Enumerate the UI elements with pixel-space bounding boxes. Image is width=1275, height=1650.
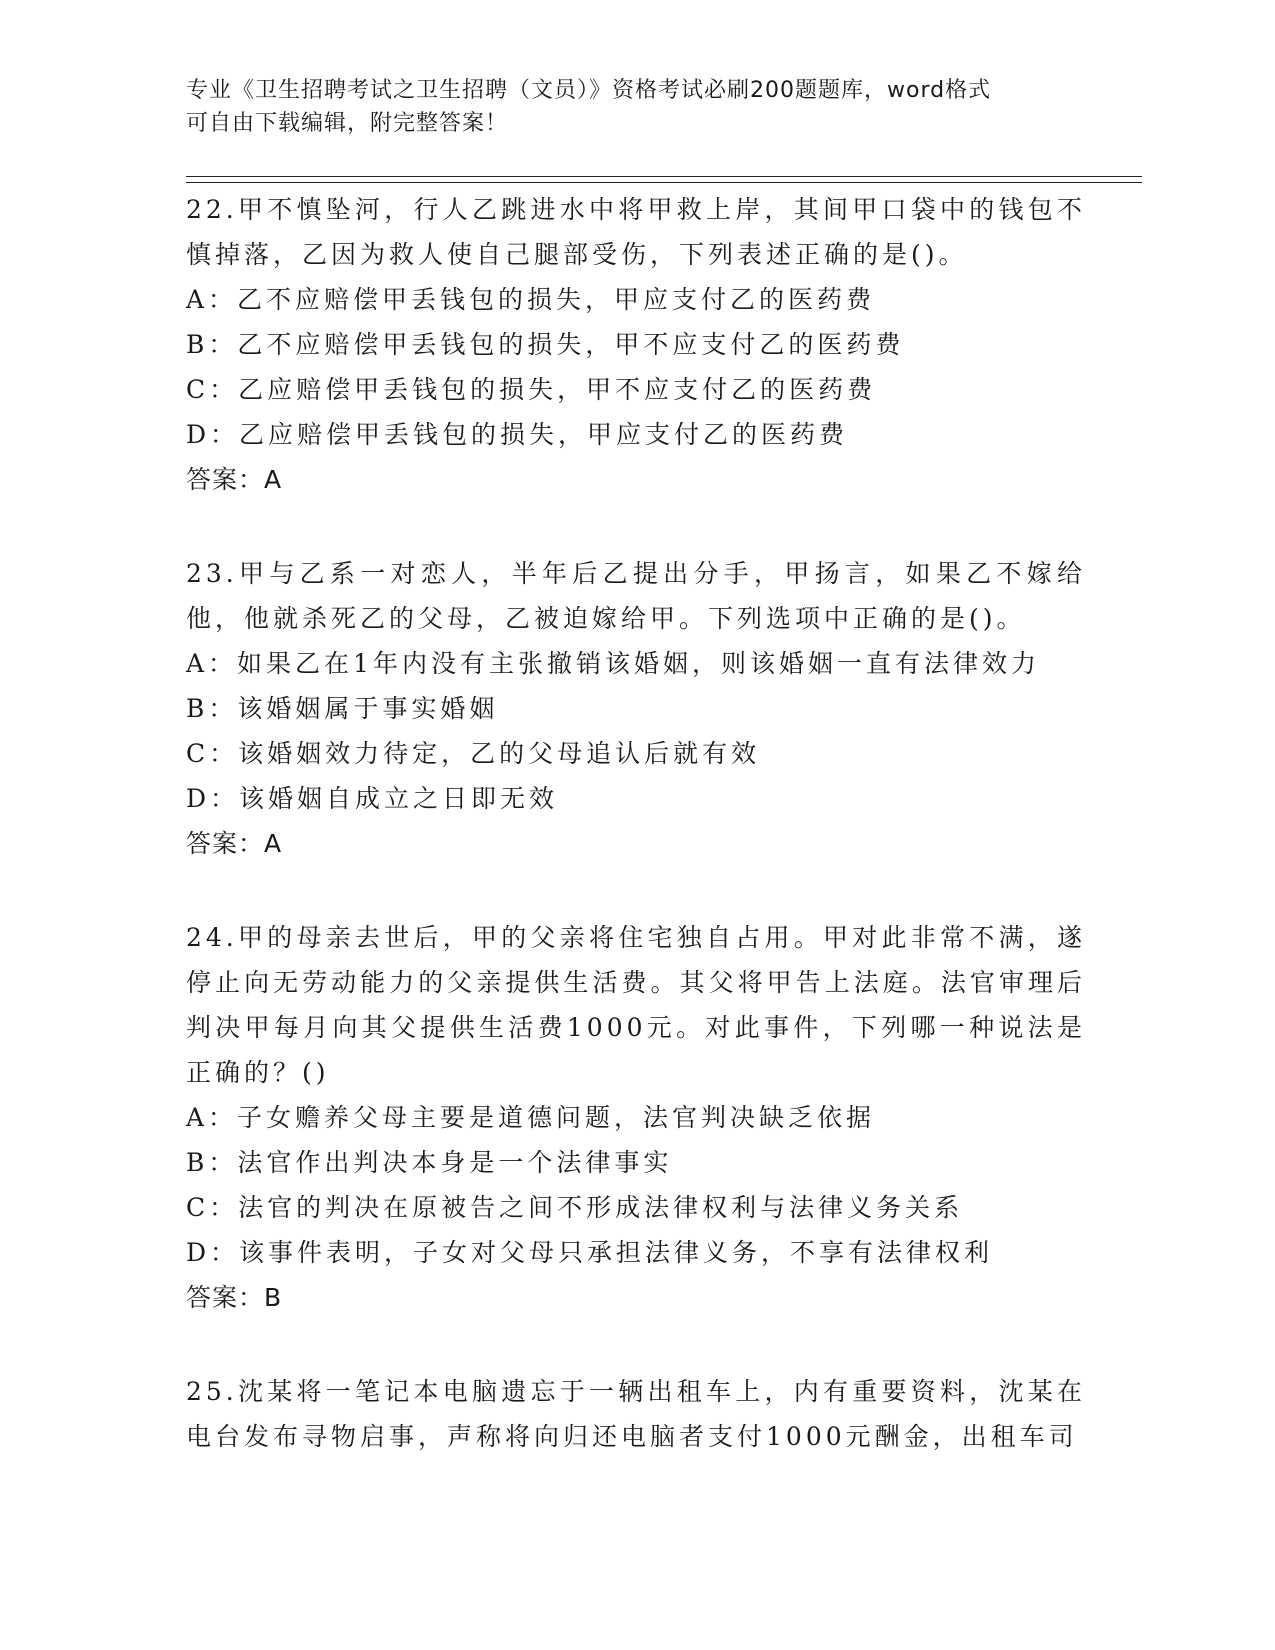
option-c: C：乙应赔偿甲丢钱包的损失，甲不应支付乙的医药费 <box>186 375 877 404</box>
option-d: D：乙应赔偿甲丢钱包的损失，甲应支付乙的医药费 <box>186 420 849 449</box>
question-list <box>186 187 1086 1508</box>
option-c: C：法官的判决在原被告之间不形成法律权利与法律义务关系 <box>186 1193 964 1222</box>
option-c: C：该婚姻效力待定，乙的父母追认后就有效 <box>186 739 761 768</box>
question-stem: 22.甲不慎坠河，行人乙跳进水中将甲救上岸，其间甲口袋中的钱包不慎掉落，乙因为救人使自己腿部受伤，下列表述正确的是()。 <box>186 195 1086 269</box>
option-b: B：乙不应赔偿甲丢钱包的损失，甲不应支付乙的医药费 <box>186 330 905 359</box>
option-b: B：法官作出判决本身是一个法律事实 <box>186 1148 673 1177</box>
option-a: A：如果乙在1年内没有主张撤销该婚姻，则该婚姻一直有法律效力 <box>186 649 1040 678</box>
page-header <box>186 74 1086 140</box>
header-divider-top <box>186 176 1142 177</box>
question-22 <box>186 187 1086 502</box>
header-title-line-2: 可自由下载编辑，附完整答案！ <box>186 111 509 136</box>
option-d: D：该事件表明，子女对父母只承担法律义务，不享有法律权利 <box>186 1238 994 1267</box>
question-stem: 24.甲的母亲去世后，甲的父亲将住宅独自占用。甲对此非常不满，遂停止向无劳动能力的父亲提供生活费。其父将甲告上法庭。法官审理后判决甲每月向其父提供生活费1000元。对此事件，下列哪一种说法是正确的？() <box>186 923 1086 1087</box>
answer-line: 答案：B <box>186 1283 283 1312</box>
question-24 <box>186 915 1086 1320</box>
question-23 <box>186 551 1086 866</box>
option-a: A：子女赡养父母主要是道德问题，法官判决缺乏依据 <box>186 1103 876 1132</box>
option-b: B：该婚姻属于事实婚姻 <box>186 694 499 723</box>
question-25 <box>186 1369 1086 1459</box>
header-title-line-1: 专业《卫生招聘考试之卫生招聘（文员）》资格考试必刷200题题库，word格式 <box>186 78 992 103</box>
option-a: A：乙不应赔偿甲丢钱包的损失，甲应支付乙的医药费 <box>186 285 876 314</box>
answer-line: 答案：A <box>186 829 283 858</box>
option-d: D：该婚姻自成立之日即无效 <box>186 784 559 813</box>
header-divider-bottom <box>186 182 1142 183</box>
question-stem: 25.沈某将一笔记本电脑遗忘于一辆出租车上，内有重要资料，沈某在电台发布寻物启事，声称将向归还电脑者支付1000元酬金，出租车司 <box>186 1377 1086 1451</box>
question-stem: 23.甲与乙系一对恋人，半年后乙提出分手，甲扬言，如果乙不嫁给他，他就杀死乙的父母，乙被迫嫁给甲。下列选项中正确的是()。 <box>186 559 1086 633</box>
answer-line: 答案：A <box>186 465 283 494</box>
